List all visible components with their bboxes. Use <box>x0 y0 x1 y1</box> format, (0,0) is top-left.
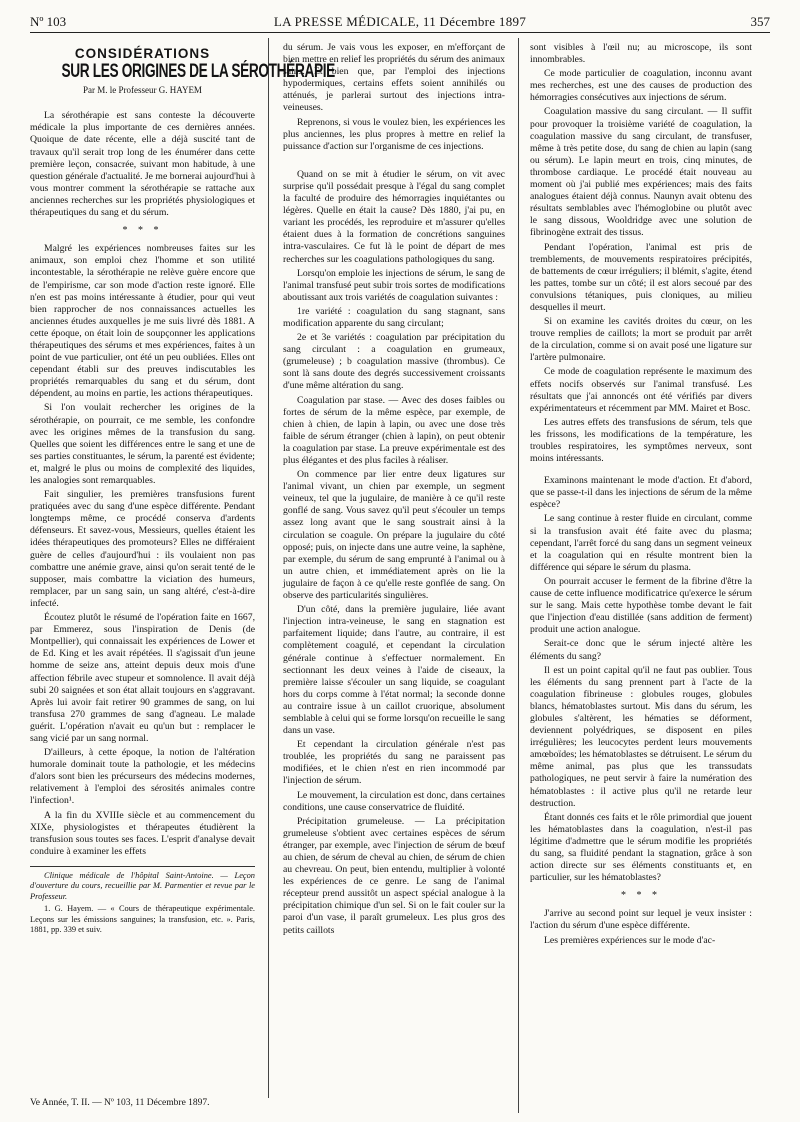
article-byline: Par M. le Professeur G. HAYEM <box>83 85 202 96</box>
paragraph: Quand on se mit à étudier le sérum, on vit avec surprise qu'il possédait presque à l'égal du sang complet la faculté de produire des hémorragies inquiétantes ou légères. Quelle en était la cause? Dès 1880, j'ai pu, en variant les procédés, les reproduire et m'assurer qu'elles étaient dues à la formation de concrétions sanguines intra-vasculaires. Ce fut là le point de départ de mes recherches sur les coagulations pathologiques du sang. <box>283 168 505 265</box>
article-title: SUR LES ORIGINES DE LA SÉROTHÉRAPIE <box>61 61 335 83</box>
paragraph: A la fin du XVIIIe siècle et au commencement du XIXe, physiologistes et thérapeutes étudièrent la transfusion sous toutes ses faces. L'esprit d'analyse devait conduire à examiner les effets <box>30 809 255 857</box>
paragraph: du sérum. Je vais vous les exposer, en m'efforçant de bien mettre en relief les propriétés du sérum des animaux sains. Et bien que, par l'emploi des injections hypodermiques, certains effets soient annihilés ou atténués, je parlerai surtout des injections intra-veineuses. <box>283 42 505 114</box>
paragraph: Ce mode de coagulation représente le maximum des effets nocifs observés sur l'animal transfusé. Les résultats que j'ai annoncés ont été vérifiés par divers expérimentateurs et récemment par MM. Mairet et Bosc. <box>530 366 752 414</box>
header-rule <box>30 32 770 33</box>
paragraph: Pendant l'opération, l'animal est pris de tremblements, de mouvements respiratoires précipités, de battements de cœur irréguliers; il blémit, s'agite, étend les pattes, tombe sur un côté; il est alors secoué par des convulsions tétaniques, puis cloniques, au milieu desquelles il meurt. <box>530 241 752 313</box>
column-1 <box>30 42 335 937</box>
paragraph: Les autres effets des transfusions de sérum, tels que les frissons, les modifications de la température, les troubles respiratoires, les symptômes nerveux, sont moins intéressants. <box>530 416 752 465</box>
paragraph: Le sang continue à rester fluide en circulant, comme si la transfusion avait été faite avec du plasma; cependant, l'arrêt forcé du sang dans un segment veineux et la coagulation qui en résulte montrent bien la différence qui sépare le sérum du plasma. <box>530 513 752 573</box>
paragraph: Fait singulier, les premières transfusions furent pratiquées avec du sang d'une espèce différente. Pendant longtemps même, ce procédé conserva d'ardents défenseurs. Et savez-vous, Messieurs, quelles étaient les idées thérapeutiques des promoteurs? Elles ne différaient guère de celles d'aujourd'hui : ils voulaient non pas combattre une anémie grave, ainsi qu'on serait tenté de le supposer, mais combattre la viciation des humeurs, remplacer, par un sang sain, un sang altéré, c'est-à-dire infecté. <box>30 489 255 609</box>
paragraph: 1re variété : coagulation du sang stagnant, sans modification apparente du sang circulant; <box>283 305 505 329</box>
asterism: * * * <box>122 225 163 237</box>
paragraph: Coagulation massive du sang circulant. — Il suffit pour provoquer la troisième variété de coagulation, la coagulation massive du sang circulant, de transfuser, même à très petite dose, du sang de chien au lapin (sang ou sérum). Le lapin meurt en trois, cinq minutes, de thrombose cardiaque. Le procédé était nouveau au moment où j'ai publié mes expériences; mais des faits analogues étaient déjà connus. Naunyn avait obtenu des résultats semblables avec l'hémoglobine ou plutôt avec le sang dissous, Wooldridge avec une solution de fibrinogène extrait des tissus. <box>530 106 752 239</box>
journal-title: LA PRESSE MÉDICALE, 11 Décembre 1897 <box>273 14 527 29</box>
paragraph: Examinons maintenant le mode d'action. Et d'abord, que se passe-t-il dans les injections de sérum de la même espèce? <box>530 475 752 511</box>
issue-number: Nº 103 <box>30 14 67 29</box>
paragraph: Serait-ce donc que le sérum injecté altère les éléments du sang? <box>530 638 752 662</box>
paragraph: Lorsqu'on emploie les injections de sérum, le sang de l'animal transfusé peut subir trois sortes de modifications aboutissant aux trois variétés de coagulation suivantes : <box>283 267 505 303</box>
paragraph: On pourrait accuser le ferment de la fibrine d'être la cause de cette influence modificatrice qu'exerce le sérum sur le sang. Mais cette hypothèse tombe devant le fait que l'injection d'eau distillée (sans addition de ferment) produit une action analogue. <box>530 575 752 636</box>
paragraph: Précipitation grumeleuse. — La précipitation grumeleuse s'obtient avec certaines espèces de sérum étranger, par exemple, avec l'injection de sérum de bœuf au chien, de sérum de cheval au chien, de sérum de chien au chevreau. On peut, bien entendu, multiplier à volonté les expériences de ce genre. Le sang de l'animal récepteur prend aussitôt un aspect spécial analogue à la précipitation chimique d'un sel. Si on le fait couler sur la paroi d'un vase, il paraît grumeleux. Les plus gros des petits caillots <box>283 815 505 936</box>
footnote: 1. G. Hayem. — « Cours de thérapeutique expérimentale. Leçons sur les émissions sanguines; la transfusion, etc. ». Paris, 1881, pp. 339 et suiv. <box>30 904 255 934</box>
paragraph: Reprenons, si vous le voulez bien, les expériences les plus anciennes, les plus propres à mettre en relief la puissance d'action sur l'organisme de ces injections. <box>283 116 505 152</box>
paragraph: Ce mode particulier de coagulation, inconnu avant mes recherches, est une des causes de production des hémorragies consécutives aux injections de sérum. <box>530 68 752 104</box>
paragraph: J'arrive au second point sur lequel je veux insister : l'action du sérum d'une espèce différente. <box>530 908 752 932</box>
page-header <box>30 14 770 34</box>
paragraph: Si on examine les cavités droites du cœur, on les trouve remplies de caillots; la mort se produit par arrêt de la circulation, comme si on avait posé une ligature sur l'artère pulmonaire. <box>530 316 752 364</box>
asterism: * * * <box>621 890 661 902</box>
paragraph: D'ailleurs, à cette époque, la notion de l'altération humorale dominait toute la pathologie, et les médecins d'alors sont bien les précurseurs des médecins modernes, relativement à l'emploi des sérosités animales contre l'infection¹. <box>30 747 255 807</box>
paragraph: 2e et 3e variétés : coagulation par précipitation du sang circulant : a coagulation en grumeaux, (grumeleuse) ; b coagulation massive (thrombus). Ce sont là sans doute des degrés successivement croissants d'une même altération du sang. <box>283 332 505 392</box>
paragraph: Les premières expériences sur le mode d'ac- <box>544 934 716 946</box>
paragraph: Malgré les expériences nombreuses faites sur les animaux, son emploi chez l'homme et son utilité incontestable, la sérothérapie ne relève guère encore que de l'empirisme, car son mode d'action reste ignoré. Elle n'en est pas moins intéressante à étudier, pour qui veut bien rapprocher de nos connaissances actuelles les anciennes études auxquelles je me suis livré dès 1881. A cette époque, on était loin de soupçonner les applications thérapeutiques des sérums et mes expériences, faites à un point de vue particulier, ont été un peu oubliées. Elles ont cependant établi sur des preuves indiscutables les propriétés remarquables du sang et du sérum, dont dépendent, au moins en partie, les actions thérapeutiques. <box>30 243 255 400</box>
page-footer: Ve Année, T. II. — Nº 103, 11 Décembre 1897. <box>30 1098 210 1108</box>
paragraph: Il est un point capital qu'il ne faut pas oublier. Tous les éléments du sang prennent part à l'acte de la coagulation fibrineuse : globules rouges, globules blancs, hématoblastes surtout. Mis dans du sérum, les globules s'altèrent, les hématies se déforment, deviennent polyédriques, se disposent en piles irrégulières; les leucocytes perdent leurs mouvements amœboïdes; les hématoblastes se détruisent. Le sérum du même animal, pas plus que les transsudats pathologiques, ne peut servir à faire la numération des hématoblastes : il active plus qu'il ne retarde leur destruction. <box>530 664 752 809</box>
paragraph: Si l'on voulait rechercher les origines de la sérothérapie, on pourrait, ce me semble, les confondre avec les origines mêmes de la transfusion du sang. Quelles que soient les différences entre le sang et une de ses parties constituantes, le sérum, la parenté est évidente; et, malgré le plus ou moins de complexité des liquides, les analogies sont remarquables. <box>30 402 255 486</box>
column-2 <box>283 42 505 939</box>
paragraph: La sérothérapie est sans conteste la découverte médicale la plus importante de ces dernières années. Quoique de date récente, elle a déjà suscité tant de travaux qu'il serait trop long de les énumérer dans cette première leçon, consacrée, suivant mon habitude, à une question générale d'actualité. Je me bornerai aujourd'hui à vous montrer comment la sérothérapie se rattache aux anciennes recherches sur les propriétés physiologiques et thérapeutiques du sang et du sérum. <box>30 110 255 219</box>
column-divider-1 <box>268 38 269 1098</box>
paragraph: Coagulation par stase. — Avec des doses faibles ou fortes de sérum de la même espèce, par exemple, de chien à chien, de lapin à lapin, ou avec une dose très faible de sérum étranger (chien à lapin), on peut obtenir la coagulation par stase. La preuve expérimentale est des plus élégantes et des plus faciles à réaliser. <box>283 394 505 466</box>
paragraph: D'un côté, dans la première jugulaire, liée avant l'injection intra-veineuse, le sang en stagnation est parfaitement liquide; dans l'autre, au contraire, il est complètement coagulé, et cependant la circulation générale continue à s'effectuer normalement. En sectionnant les deux veines à l'aide de ciseaux, la première laisse s'écouler un sang liquide, se coagulant hors du corps comme à l'état normal; la seconde donne au contraire issue à un caillot cruorique, absolument semblable à celui qui se forme lorsqu'on recueille le sang dans un vase. <box>283 604 505 737</box>
column-3 <box>530 42 752 949</box>
paragraph: On commence par lier entre deux ligatures sur l'animal vivant, un chien par exemple, un segment veineux, tel que la jugulaire, de manière à ce qu'il reste gonflé de sang. Vous savez qu'il peut s'écouler un temps assez long avant que le sang soustrait ainsi à la circulation se coagule. On prépare la jugulaire du côté opposé; puis, on injecte dans une autre veine, la saphène, par exemple, du sérum de sang emprunté à l'animal ou à un autre chien, et immédiatement après on lie la jugulaire de façon à ce qu'elle reste gonflée de sang. On observe des particularités singulières. <box>283 469 505 602</box>
column-divider-2 <box>518 38 519 1113</box>
footnote-rule <box>30 866 255 867</box>
paragraph: Écoutez plutôt le résumé de l'opération faite en 1667, par Emmerez, sous l'inspiration de Denis (de Montpellier), qui connaissait les expériences de Lower et de Ed. King et les avait répétées. Il s'agissait d'un jeune homme de seize ans, atteint depuis deux mois d'une affection fébrile avec stupeur et somnolence. Il avait déjà subi 20 saignées et son état allait toujours en s'aggravant. Après lui avoir fait retirer 90 grammes de sang, on lui transfusa 270 grammes de sang d'agneau. Le malade guérit. L'opération n'avait eu qu'un but : remplacer le sang vicié par un sang normal. <box>30 612 255 744</box>
paragraph: Étant donnés ces faits et le rôle primordial que jouent les hématoblastes dans la coagulation, n'est-il pas légitime d'admettre que le sérum modifie les propriétés du sang, sa fluidité pendant la stagnation, grâce à son action directe sur ses éléments constituants et, en particulier, sur les hématoblastes? <box>530 811 752 884</box>
footnote: Clinique médicale de l'hôpital Saint-Antoine. — Leçon d'ouverture du cours, recueillie par M. Parmentier et revue par le Professeur. <box>30 870 255 901</box>
page-number: 357 <box>750 14 770 29</box>
paragraph: sont visibles à l'œil nu; au microscope, ils sont innombrables. <box>530 42 752 66</box>
article-kicker: CONSIDÉRATIONS <box>74 46 211 61</box>
paragraph: Et cependant la circulation générale n'est pas troublée, les propriétés du sang ne paraissent pas modifiées, et le chien n'est en rien incommodé par l'injection de sérum. <box>283 739 505 787</box>
paragraph: Le mouvement, la circulation est donc, dans certaines conditions, une cause conservatrice de fluidité. <box>283 789 505 813</box>
